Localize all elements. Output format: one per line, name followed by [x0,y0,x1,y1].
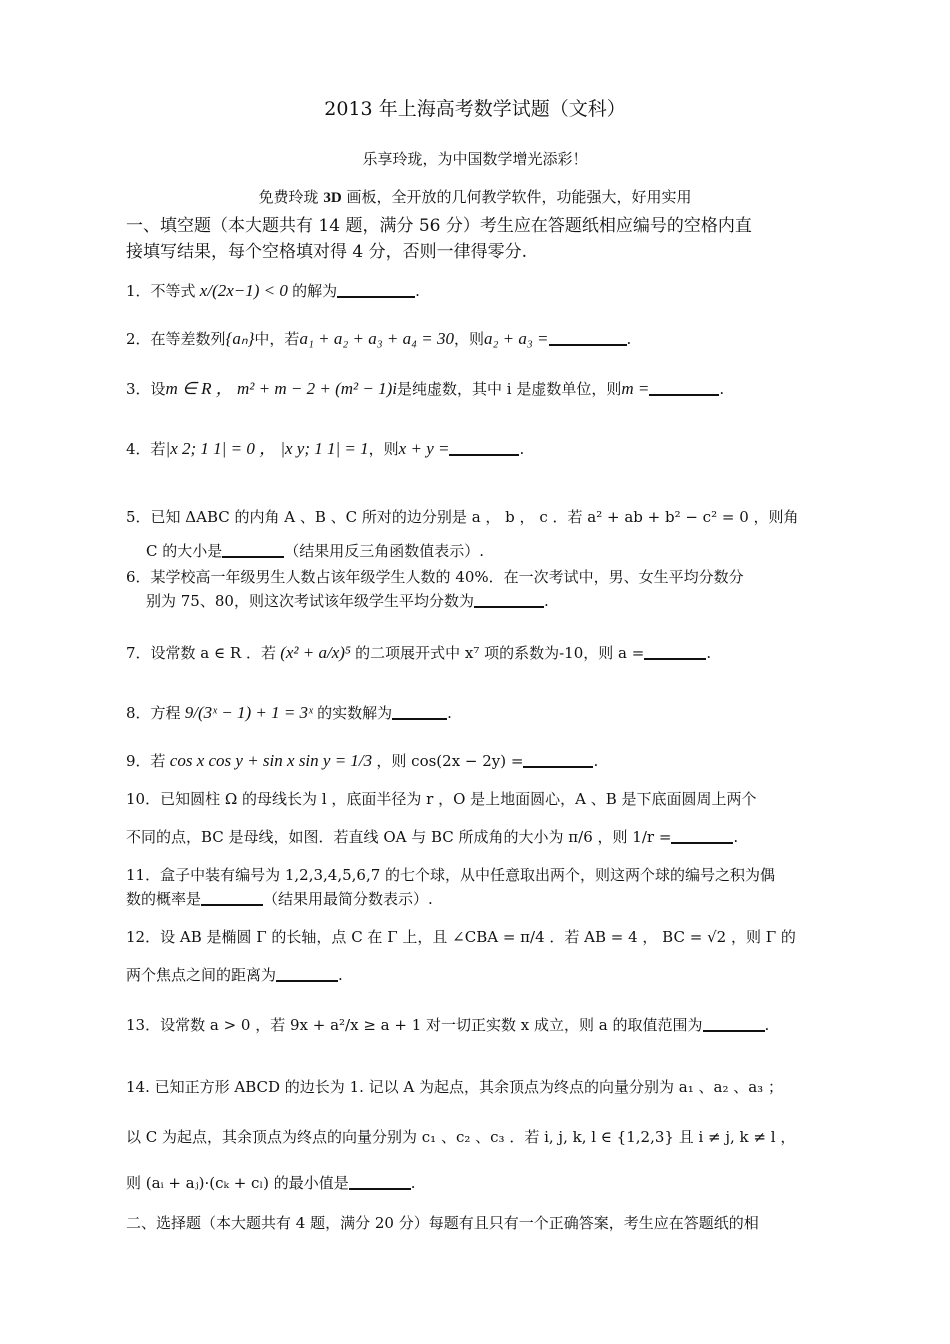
question-2 [126,328,816,350]
q1-end: . [415,282,420,300]
q2-target: a₂ + a₃ = [483,329,549,348]
q8-equation: 9/(3ˣ − 1) + 1 = 3ˣ [180,703,318,722]
q4-text: ，则 [368,440,399,458]
question-6-line-1: 6．某学校高一年级男生人数占该年级学生人数的 40%．在一次考试中，男、女生平均分数分 [126,568,744,586]
q4-target: x + y = [398,439,450,458]
q10-answer-blank[interactable] [671,828,733,844]
q6-prefix: 别为 75、80，则这次考试该年级学生平均分数为 [146,592,474,610]
q4-prefix: 4．若 [126,440,166,458]
q14-answer-blank[interactable] [349,1174,411,1190]
q9-prefix: 9．若 [126,752,166,770]
q1-text: 的解为 [292,282,338,300]
q1-formula: x/(2x−1) < 0 [195,281,293,300]
q1-answer-blank[interactable] [337,282,415,298]
q9-identity: cos x cos y + sin x sin y = 1/3 [165,751,377,770]
q2-answer-blank[interactable] [549,330,627,346]
q7-prefix: 7．设常数 a ∈ R ．若 [126,644,276,662]
q11-answer-blank[interactable] [201,890,263,906]
q8-answer-blank[interactable] [392,704,447,720]
q10-prefix: 不同的点，BC 是母线，如图．若直线 OA 与 BC 所成角的大小为 π/6 ，则 1/r = [126,828,672,846]
question-10-line-1: 10．已知圆柱 Ω 的母线长为 l ，底面半径为 r ，O 是上地面圆心，A 、B 是下底面圆周上两个 [126,790,757,808]
question-5-line-2 [146,540,816,562]
question-12-line-2 [126,964,816,986]
question-14-line-2: 以 C 为起点，其余顶点为终点的向量分别为 c₁ 、c₂ 、c₃ ．若 i, j, k, l ∈ {1,2,3} 且 i ≠ j, k ≠ l ， [126,1128,796,1146]
q3-prefix: 3．设 [126,380,166,398]
q7-end: . [706,644,712,662]
q9-end: . [593,752,599,770]
section1-heading-2: 接填写结果，每个空格填对得 4 分，否则一律得零分. [126,242,528,262]
q11-suffix: （结果用最简分数表示）. [263,890,433,908]
q9-text: ，则 cos(2x − 2y) = [376,752,524,770]
q1-prefix: 1．不等式 [126,282,196,300]
question-14-line-1: 14. 已知正方形 ABCD 的边长为 1. 记以 A 为起点，其余顶点为终点的向量分别为 a₁ 、a₂ 、a₃ ； [126,1078,783,1096]
question-1 [126,280,816,302]
q13-text: 13．设常数 a > 0 ，若 9x + a²/x ≥ a + 1 对一切正实数 x 成立，则 a 的取值范围为 [126,1016,703,1034]
q10-end: . [733,828,739,846]
q2-mid: 中，若 [254,330,300,348]
question-10-line-2 [126,826,816,848]
q3-target: m = [621,379,650,398]
slogan: 乐享玲珑，为中国数学增光添彩！ [362,150,588,168]
q7-binomial: (x² + a/x)⁵ [275,643,356,662]
q9-answer-blank[interactable] [523,752,593,768]
question-12-line-1: 12．设 AB 是椭圆 Γ 的长轴，点 C 在 Γ 上，且 ∠CBA = π/4 ．若 AB = 4 ， BC = √2 ，则 Γ 的 [126,928,796,946]
q3-answer-blank[interactable] [649,380,719,396]
section2-heading: 二、选择题（本大题共有 4 题，满分 20 分）每题有且只有一个正确答案，考生应在答题纸的相 [126,1214,759,1232]
q14-prefix: 则 (aᵢ + aⱼ)·(cₖ + cₗ) 的最小值是 [126,1174,349,1192]
q5-suffix: （结果用反三角函数值表示）. [284,542,485,560]
q12-answer-blank[interactable] [276,966,338,982]
question-9 [126,750,816,772]
promo-pre: 免费玲珑 [258,188,324,206]
q7-text: 的二项展开式中 x⁷ 项的系数为-10，则 a = [355,644,645,662]
q3-text: 是纯虚数，其中 i 是虚数单位，则 [396,380,622,398]
q4-end: . [519,440,525,458]
q13-answer-blank[interactable] [703,1016,765,1032]
q4-determinants: |x 2; 1 1| = 0 ， |x y; 1 1| = 1 [165,439,369,458]
q8-end: . [447,704,452,722]
question-8 [126,702,816,724]
q5-prefix: C 的大小是 [146,542,223,560]
q7-answer-blank[interactable] [644,644,706,660]
promo-post: 画板，全开放的几何教学软件，功能强大，好用实用 [341,188,692,206]
q3-formula: m ∈ R ， m² + m − 2 + (m² − 1)i [165,379,397,398]
q6-answer-blank[interactable] [474,592,544,608]
q2-sequence: {aₙ} [225,329,255,348]
question-3 [126,378,816,400]
q2-sum: a₁ + a₂ + a₃ + a₄ = 30 [299,329,454,348]
q8-prefix: 8．方程 [126,704,181,722]
question-11-line-1: 11．盒子中装有编号为 1,2,3,4,5,6,7 的七个球，从中任意取出两个，则这两个球的编号之积为偶 [126,866,776,884]
promo-line [0,186,950,209]
q13-end: . [764,1016,770,1034]
page-title: 2013 年上海高考数学试题（文科） [324,98,626,120]
q4-answer-blank[interactable] [449,440,519,456]
section1-heading-1: 一、填空题（本大题共有 14 题，满分 56 分）考生应在答题纸相应编号的空格内直 [126,216,752,236]
question-7 [126,642,816,664]
q8-text: 的实数解为 [317,704,393,722]
question-13 [126,1014,816,1036]
q2-prefix: 2．在等差数列 [126,330,226,348]
question-14-line-3 [126,1172,816,1194]
question-4 [126,438,816,460]
q6-end: . [543,592,549,610]
q12-prefix: 两个焦点之间的距离为 [126,966,277,984]
q2-end: . [626,330,632,348]
question-11-line-2 [126,888,816,910]
promo-bold: 3D [323,190,342,206]
q14-end: . [410,1174,416,1192]
q12-end: . [338,966,343,984]
q5-answer-blank[interactable] [222,542,284,558]
q3-end: . [719,380,725,398]
question-5-line-1: 5．已知 ΔABC 的内角 A 、B 、C 所对的边分别是 a ， b ， c ．若 a² + ab + b² − c² = 0 ，则角 [126,508,799,526]
q2-mid2: ，则 [453,330,484,348]
question-6-line-2 [146,590,816,612]
q11-prefix: 数的概率是 [126,890,202,908]
